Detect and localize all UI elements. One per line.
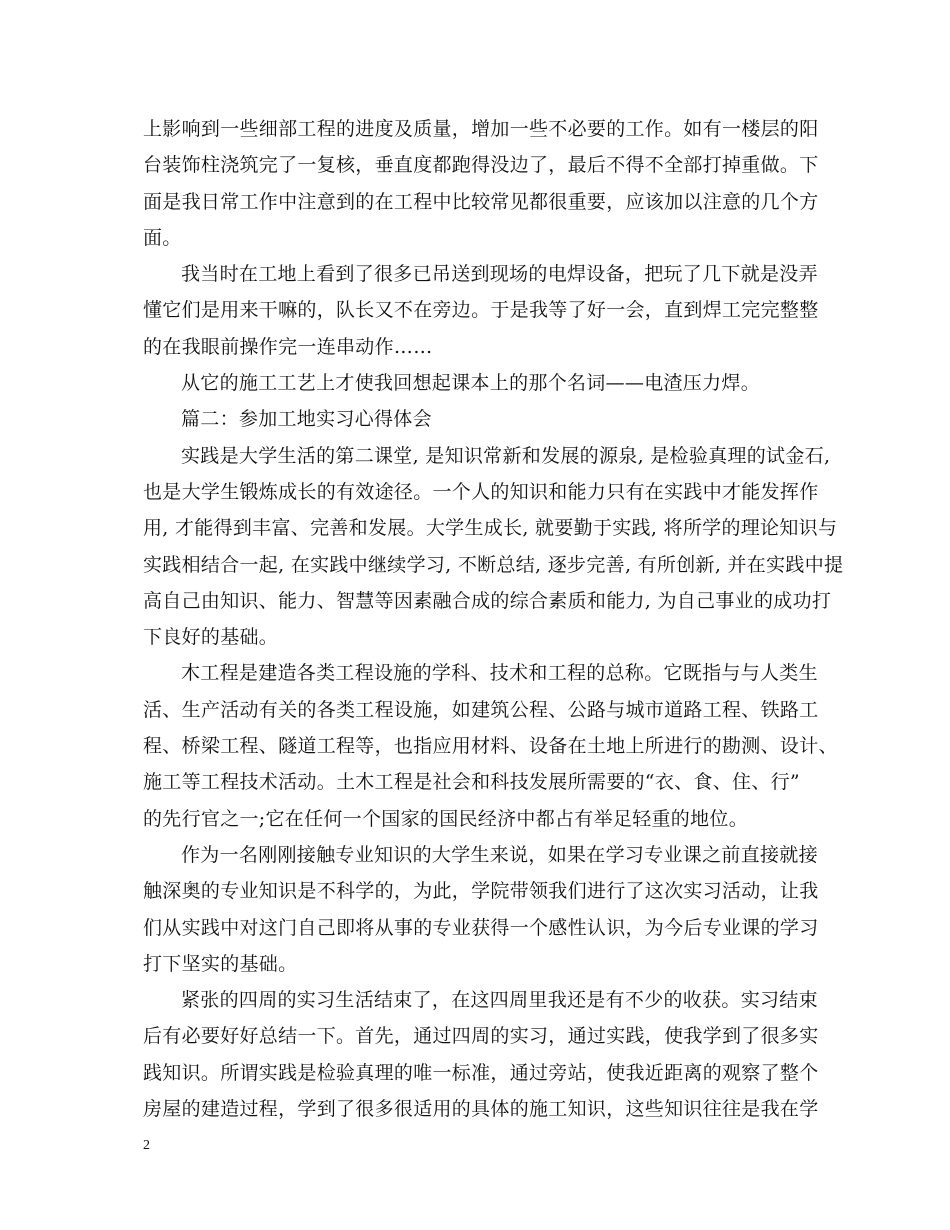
document-body (143, 111, 844, 1127)
text-line: 作为一名刚刚接触专业知识的大学生来说，如果在学习专业课之前直接就接 (181, 843, 818, 866)
text-line: 我当时在工地上看到了很多已吊送到现场的电焊设备，把玩了几下就是没弄 (181, 263, 818, 286)
text-line: 打下坚实的基础。 (143, 952, 298, 975)
text-line: 施工等工程技术活动。土木工程是社会和科技发展所需要的“衣、食、住、行” (143, 771, 800, 794)
text-line: 木工程是建造各类工程设施的学科、技术和工程的总称。它既指与与人类生 (181, 662, 818, 685)
text-line: 高自己由知识、能力、智慧等因素融合成的综合素质和能力, 为自己事业的成功打 (143, 589, 832, 612)
page-number: 2 (143, 1138, 150, 1153)
text-line: 的在我眼前操作完一连串动作…… (143, 335, 433, 358)
text-line: 台装饰柱浇筑完了一复核，垂直度都跑得没边了，最后不得不全部打掉重做。下 (143, 154, 819, 177)
text-line: 从它的施工工艺上才使我回想起课本上的那个名词——电渣压力焊。 (181, 372, 761, 395)
text-line: 们从实践中对这门自己即将从事的专业获得一个感性认识，为今后专业课的学习 (143, 916, 819, 939)
text-line: 实践是大学生活的第二课堂, 是知识常新和发展的源泉, 是检验真理的试金石, (181, 444, 831, 467)
text-line: 面。 (143, 226, 182, 249)
text-line: 上影响到一些细部工程的进度及质量，增加一些不必要的工作。如有一楼层的阳 (143, 118, 819, 140)
text-line: 房屋的建造过程，学到了很多很适用的具体的施工知识，这些知识往往是我在学 (143, 1098, 819, 1121)
text-line: 用, 才能得到丰富、完善和发展。大学生成长, 就要勤于实践, 将所学的理论知识与 (143, 517, 838, 540)
text-line: 的先行官之一;它在任何一个国家的国民经济中都占有举足轻重的地位。 (143, 807, 749, 830)
text-line: 面是我日常工作中注意到的在工程中比较常见都很重要，应该加以注意的几个方 (143, 190, 819, 213)
text-line: 紧张的四周的实习生活结束了，在这四周里我还是有不少的收获。实习结束 (181, 989, 818, 1012)
text-line: 懂它们是用来干嘛的，队长又不在旁边。于是我等了好一会，直到焊工完完整整 (143, 299, 819, 322)
text-line: 践知识。所谓实践是检验真理的唯一标准，通过旁站，使我近距离的观察了整个 (143, 1061, 819, 1084)
text-line: 程、桥梁工程、隧道工程等，也指应用材料、设备在土地上所进行的勘测、设计、 (143, 735, 838, 758)
text-line: 触深奥的专业知识是不科学的，为此，学院带领我们进行了这次实习活动，让我 (143, 880, 819, 903)
text-line: 也是大学生锻炼成长的有效途径。一个人的知识和能力只有在实践中才能发挥作 (143, 480, 819, 503)
text-line: 下良好的基础。 (143, 626, 279, 649)
text-line: 篇二：参加工地实习心得体会 (181, 408, 432, 431)
text-line: 后有必要好好总结一下。首先，通过四周的实习，通过实践，使我学到了很多实 (143, 1025, 819, 1048)
text-line: 活、生产活动有关的各类工程设施，如建筑公程、公路与城市道路工程、铁路工 (143, 698, 819, 721)
text-line: 实践相结合一起, 在实践中继续学习, 不断总结, 逐步完善, 有所创新, 并在实践中提 (143, 553, 844, 576)
